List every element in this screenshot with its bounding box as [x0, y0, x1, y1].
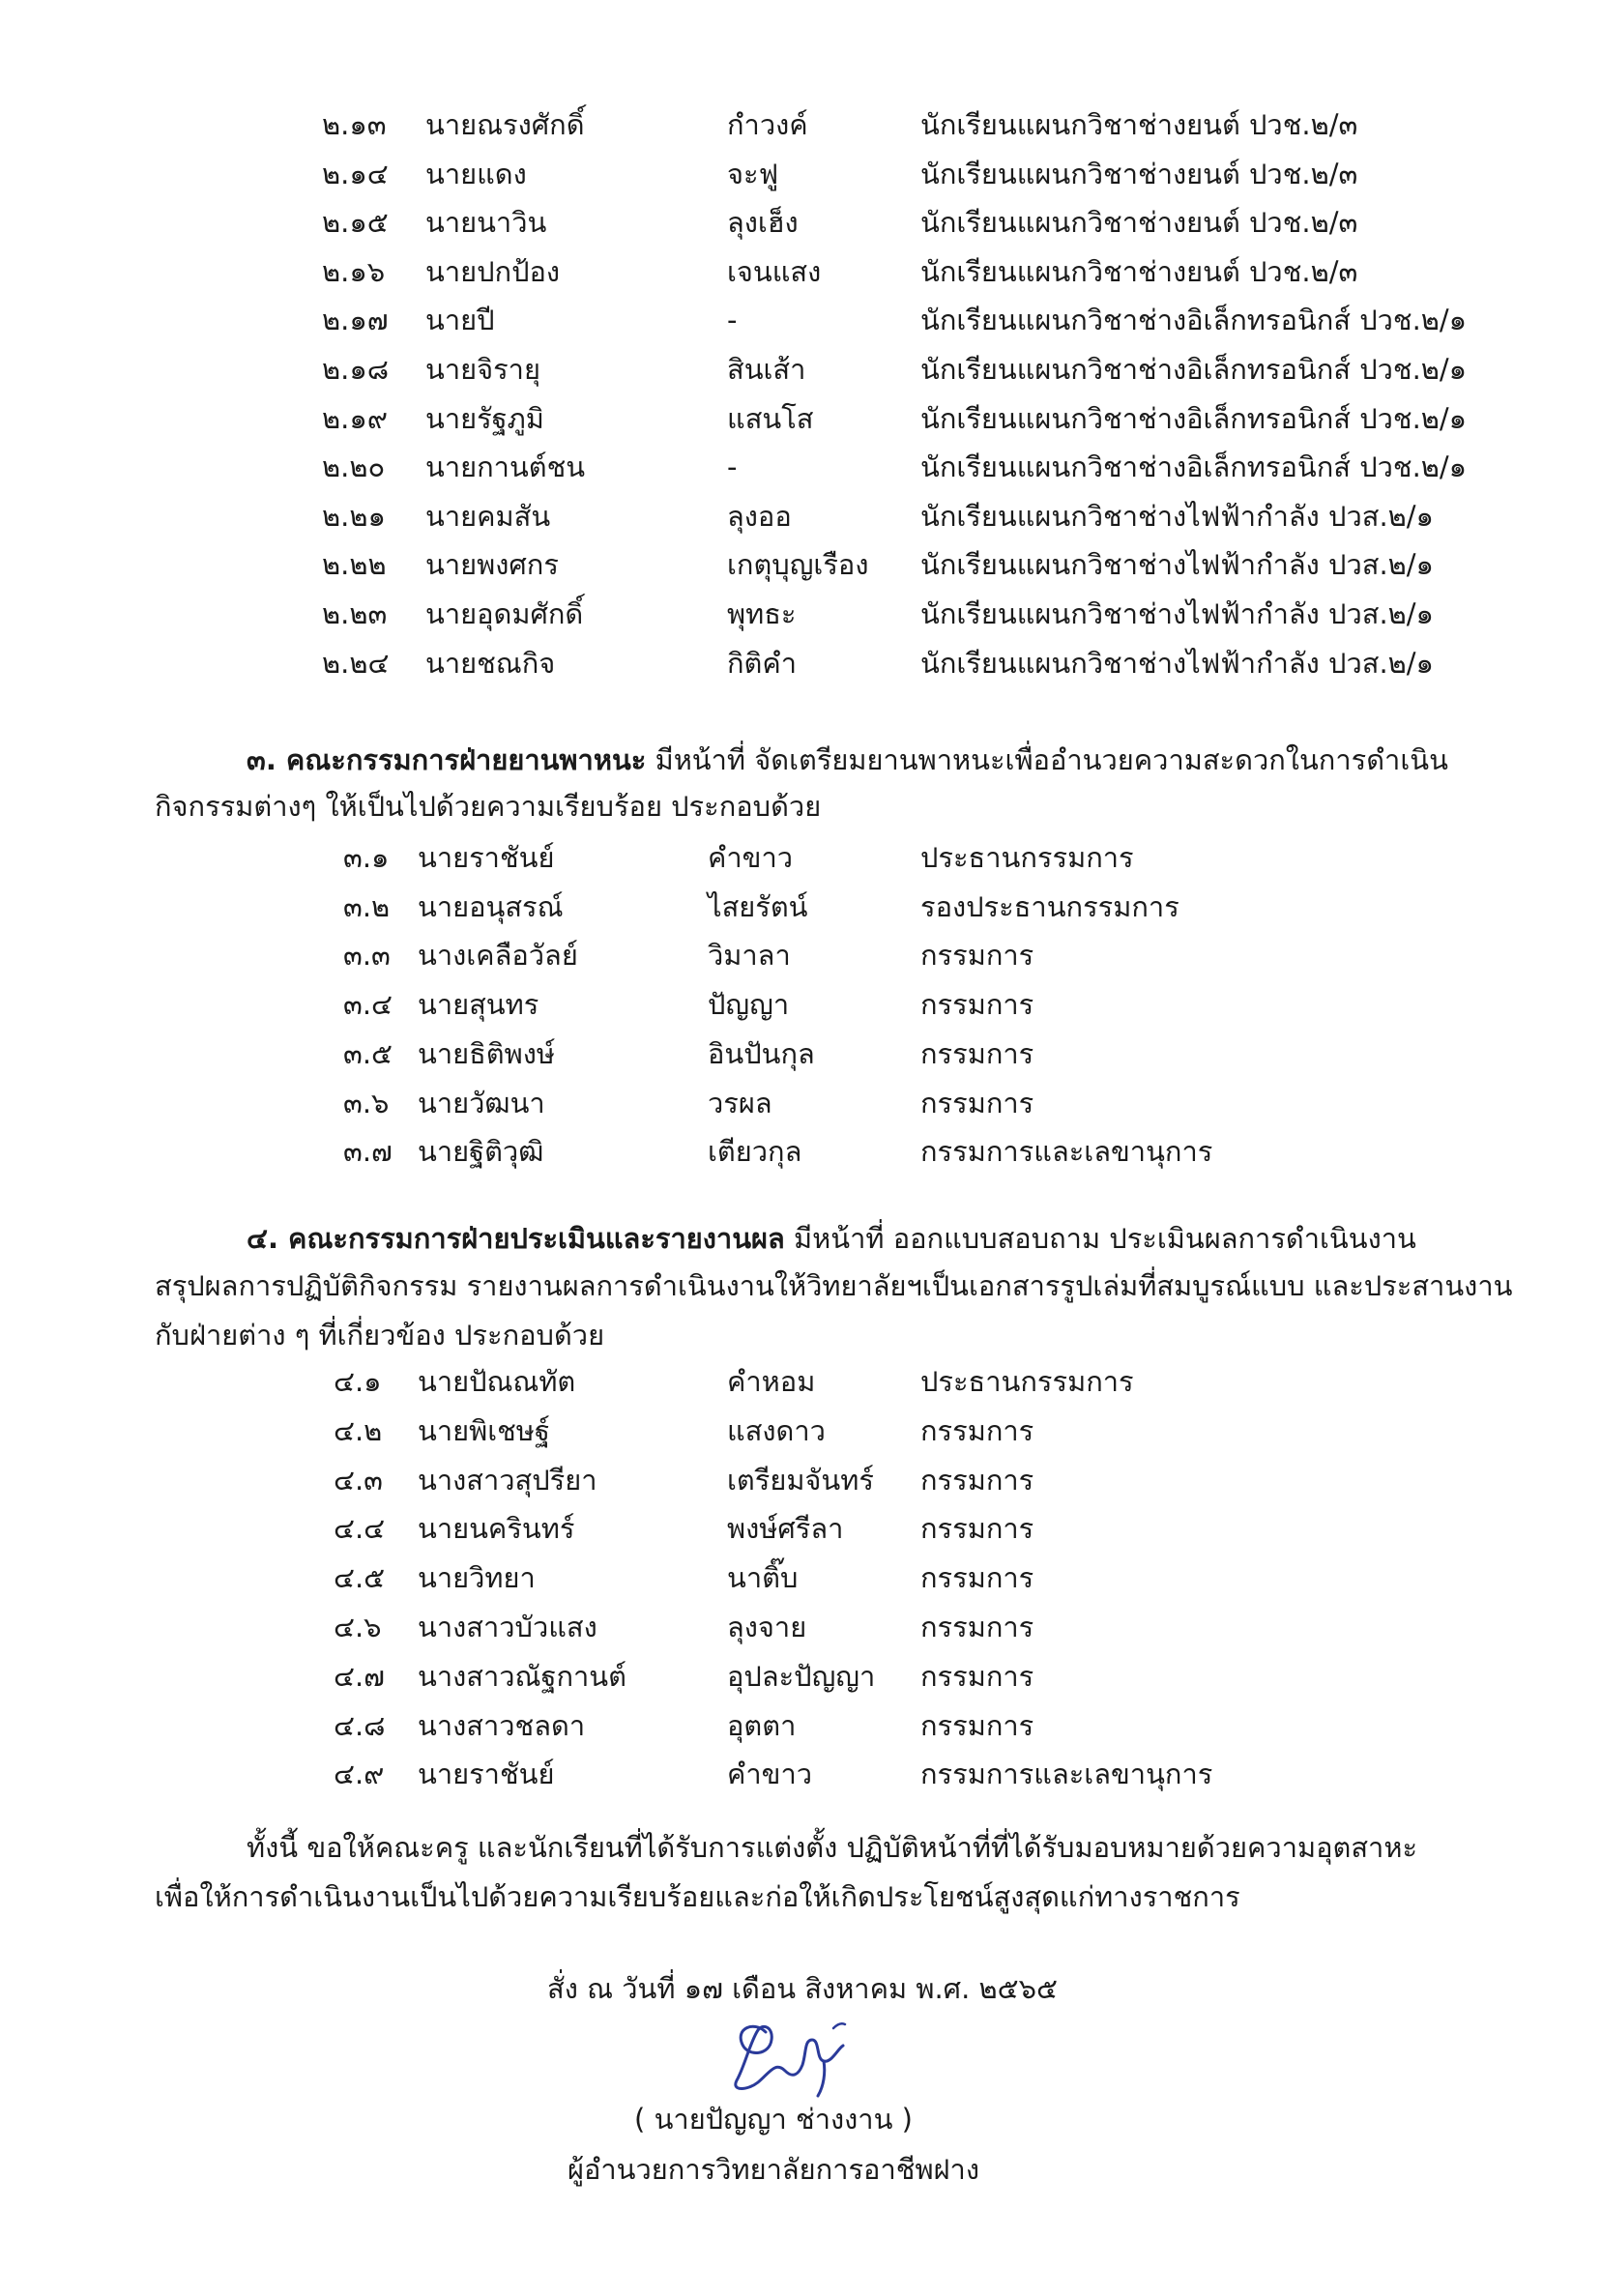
- item-name: นายอุดมศักดิ์: [425, 597, 584, 630]
- item-surname: เตรียมจันทร์: [727, 1463, 874, 1497]
- item-num: ๒.๒๐: [322, 450, 386, 484]
- list-item: [322, 103, 1450, 146]
- section-4-heading: ๔. คณะกรรมการฝ่ายประเมินและรายงานผล: [247, 1222, 785, 1255]
- list-item: [322, 153, 1450, 195]
- item-surname: พุทธะ: [727, 597, 797, 630]
- item-role: ประธานกรรมการ: [920, 841, 1134, 874]
- list-item: [322, 446, 1468, 488]
- section-3-intro-line1: มีหน้าที่ จัดเตรียมยานพาหนะเพื่ออำนวยความสะดวกในการดำเนิน: [646, 743, 1448, 776]
- item-role: นักเรียนแผนกวิชาช่างยนต์ ปวช.๒/๓: [920, 108, 1358, 141]
- item-num: ๒.๒๒: [322, 548, 387, 582]
- item-num: ๔.๘: [334, 1708, 386, 1742]
- item-surname: คำหอม: [727, 1365, 816, 1398]
- item-num: ๓.๒: [343, 889, 391, 923]
- item-surname: สินเส้า: [727, 353, 806, 386]
- item-role: รองประธานกรรมการ: [920, 889, 1179, 923]
- item-surname: ปัญญา: [708, 988, 790, 1022]
- item-role: กรรมการ: [920, 1561, 1034, 1595]
- list-item: [322, 201, 1450, 244]
- item-role: นักเรียนแผนกวิชาช่างอิเล็กทรอนิกส์ ปวช.๒/๑: [920, 353, 1468, 386]
- signatory-name: ( นายปัญญา ช่างงาน ): [634, 2103, 913, 2136]
- item-name: นายพงศกร: [425, 548, 559, 582]
- item-num: ๒.๑๔: [322, 157, 389, 190]
- item-num: ๔.๕: [334, 1561, 386, 1595]
- item-role: นักเรียนแผนกวิชาช่างอิเล็กทรอนิกส์ ปวช.๒/๑: [920, 304, 1468, 337]
- item-num: ๒.๑๘: [322, 353, 390, 386]
- list-item: [322, 397, 1468, 440]
- item-name: นายนครินทร์: [418, 1512, 575, 1546]
- item-surname: วิมาลา: [708, 939, 791, 973]
- item-name: นายกานต์ชน: [425, 450, 586, 484]
- item-name: นายราชันย์: [418, 1758, 555, 1791]
- list-item: [334, 1410, 1450, 1452]
- item-num: ๒.๑๓: [322, 108, 387, 141]
- closing-line-2: เพื่อให้การดำเนินงานเป็นไปด้วยความเรียบร้อยและก่อให้เกิดประโยชน์สูงสุดแก่ทางราชการ: [155, 1880, 1240, 1913]
- item-surname: แสงดาว: [727, 1413, 826, 1447]
- item-surname: จะฟู: [727, 157, 779, 190]
- item-num: ๒.๑๗: [322, 304, 389, 337]
- list-item: [334, 1507, 1450, 1550]
- item-role: กรรมการ: [920, 1036, 1034, 1070]
- item-surname: ลุงเฮ็ง: [727, 206, 799, 240]
- list-item: [322, 250, 1450, 293]
- item-role: กรรมการ: [920, 1086, 1034, 1119]
- item-surname: ลุงออ: [727, 499, 792, 533]
- item-role: นักเรียนแผนกวิชาช่างไฟฟ้ากำลัง ปวส.๒/๑: [920, 548, 1434, 582]
- item-role: นักเรียนแผนกวิชาช่างไฟฟ้ากำลัง ปวส.๒/๑: [920, 499, 1434, 533]
- item-name: นางสาวบัวแสง: [418, 1611, 597, 1643]
- list-item: [343, 983, 1450, 1026]
- item-name: นายอนุสรณ์: [418, 889, 564, 923]
- item-surname: พงษ์ศรีลา: [727, 1512, 844, 1546]
- item-role: กรรมการ: [920, 1708, 1034, 1742]
- section-3-heading: ๓. คณะกรรมการฝ่ายยานพาหนะ: [247, 743, 647, 776]
- list-item: [322, 593, 1450, 635]
- item-name: นายราชันย์: [418, 841, 555, 874]
- order-date: สั่ง ณ วันที่ ๑๗ เดือน สิงหาคม พ.ศ. ๒๕๖๕: [547, 1972, 1058, 2005]
- item-num: ๒.๒๓: [322, 597, 388, 630]
- item-name: นายปี: [425, 304, 495, 337]
- item-num: ๒.๑๖: [322, 254, 386, 288]
- item-name: นายปัณณทัต: [418, 1365, 576, 1398]
- list-item: [322, 299, 1468, 341]
- item-surname: วรผล: [708, 1086, 772, 1119]
- item-num: ๓.๕: [343, 1036, 393, 1070]
- item-num: ๒.๒๑: [322, 499, 386, 533]
- item-surname: อุปละปัญญา: [727, 1659, 876, 1693]
- item-num: ๓.๑: [343, 841, 390, 874]
- item-num: ๔.๙: [334, 1758, 385, 1791]
- list-item: [322, 348, 1468, 391]
- item-name: นายแดง: [425, 157, 527, 190]
- item-role: กรรมการ: [920, 1512, 1034, 1546]
- section-4-intro-line1: มีหน้าที่ ออกแบบสอบถาม ประเมินผลการดำเนินงาน: [784, 1222, 1416, 1255]
- item-role: กรรมการ: [920, 1659, 1034, 1693]
- item-name: นายชณกิจ: [425, 646, 556, 680]
- item-surname: เจนแสง: [727, 254, 822, 288]
- section-4-intro-line2: สรุปผลการปฏิบัติกิจกรรม รายงานผลการดำเนินงานให้วิทยาลัยฯเป็นเอกสารรูปเล่มที่สมบูรณ์แบบ และประสานงาน: [155, 1269, 1513, 1302]
- item-name: นางสาวชลดา: [418, 1708, 586, 1742]
- item-role: นักเรียนแผนกวิชาช่างยนต์ ปวช.๒/๓: [920, 157, 1358, 190]
- item-surname: เกตุบุญเรือง: [727, 548, 869, 582]
- item-num: ๔.๑: [334, 1365, 382, 1398]
- item-name: นายณรงศักดิ์: [425, 108, 585, 141]
- list-item: [334, 1556, 1450, 1599]
- item-role: กรรมการ: [920, 1413, 1034, 1447]
- list-item: [343, 1130, 1450, 1173]
- item-role: นักเรียนแผนกวิชาช่างไฟฟ้ากำลัง ปวส.๒/๑: [920, 597, 1434, 630]
- closing-line-1: ทั้งนี้ ขอให้คณะครู และนักเรียนที่ได้รับการแต่งตั้ง ปฏิบัติหน้าที่ที่ได้รับมอบหมายด้วยความอุตสาหะ: [247, 1831, 1418, 1864]
- item-num: ๓.๖: [343, 1086, 390, 1119]
- item-num: ๔.๔: [334, 1512, 386, 1546]
- item-role: ประธานกรรมการ: [920, 1365, 1134, 1398]
- item-role: กรรมการ: [920, 988, 1034, 1022]
- list-item: [343, 836, 1450, 879]
- list-item: [322, 642, 1450, 684]
- list-item: [334, 1459, 1450, 1501]
- list-item: [322, 543, 1450, 586]
- item-name: นายวัฒนา: [418, 1086, 545, 1119]
- item-role: กรรมการ: [920, 1611, 1034, 1643]
- item-num: ๔.๓: [334, 1463, 383, 1497]
- item-num: ๔.๖: [334, 1611, 382, 1643]
- item-name: นายสุนทร: [418, 988, 539, 1022]
- item-name: นายจิรายุ: [425, 353, 540, 386]
- list-item: [334, 1753, 1450, 1795]
- handwritten-signature: [715, 2011, 880, 2103]
- item-name: นายปกป้อง: [425, 254, 561, 288]
- item-surname: ลุงจาย: [727, 1611, 807, 1643]
- list-item: [334, 1655, 1450, 1698]
- list-item: [343, 934, 1450, 976]
- item-num: ๓.๗: [343, 1135, 393, 1169]
- item-surname: -: [727, 304, 738, 337]
- item-surname: -: [727, 450, 738, 484]
- list-item: [343, 1032, 1450, 1075]
- item-num: ๒.๑๕: [322, 206, 389, 240]
- item-name: นางสาวสุปรียา: [418, 1463, 597, 1497]
- item-surname: กำวงค์: [727, 108, 808, 141]
- item-num: ๒.๑๙: [322, 401, 388, 435]
- item-role: กรรมการ: [920, 939, 1034, 973]
- item-role: กรรมการและเลขานุการ: [920, 1135, 1213, 1169]
- item-name: นายฐิติวุฒิ: [418, 1135, 544, 1169]
- item-name: นายนาวิน: [425, 206, 547, 240]
- item-name: นายธิติพงษ์: [418, 1036, 556, 1070]
- item-surname: อินปันกุล: [708, 1036, 815, 1070]
- item-surname: อุตตา: [727, 1708, 797, 1742]
- item-num: ๓.๓: [343, 939, 391, 973]
- item-role: นักเรียนแผนกวิชาช่างยนต์ ปวช.๒/๓: [920, 206, 1358, 240]
- section-4-intro: [247, 1213, 1416, 1264]
- item-surname: เตียวกุล: [708, 1135, 802, 1169]
- item-surname: กิติคำ: [727, 646, 798, 680]
- item-role: กรรมการ: [920, 1463, 1034, 1497]
- item-name: นายคมสัน: [425, 499, 551, 533]
- item-surname: คำขาว: [708, 841, 794, 874]
- item-surname: แสนโส: [727, 401, 814, 435]
- list-item: [334, 1606, 1450, 1648]
- item-role: นักเรียนแผนกวิชาช่างไฟฟ้ากำลัง ปวส.๒/๑: [920, 646, 1434, 680]
- item-role: นักเรียนแผนกวิชาช่างอิเล็กทรอนิกส์ ปวช.๒/๑: [920, 401, 1468, 435]
- item-num: ๔.๗: [334, 1659, 385, 1693]
- item-surname: นาติ๊บ: [727, 1561, 799, 1595]
- item-num: ๓.๔: [343, 988, 393, 1022]
- list-item: [334, 1360, 1450, 1403]
- item-name: นายพิเชษฐ์: [418, 1413, 550, 1447]
- item-role: กรรมการและเลขานุการ: [920, 1758, 1213, 1791]
- section-3-intro-line2: กิจกรรมต่างๆ ให้เป็นไปด้วยความเรียบร้อย ประกอบด้วย: [155, 790, 822, 823]
- section-3-intro: [247, 735, 1448, 785]
- item-name: นางเคลือวัลย์: [418, 939, 578, 973]
- section-4-intro-line3: กับฝ่ายต่าง ๆ ที่เกี่ยวข้อง ประกอบด้วย: [155, 1319, 605, 1351]
- item-surname: คำขาว: [727, 1758, 813, 1791]
- list-item: [334, 1704, 1450, 1747]
- item-role: นักเรียนแผนกวิชาช่างอิเล็กทรอนิกส์ ปวช.๒/๑: [920, 450, 1468, 484]
- item-role: นักเรียนแผนกวิชาช่างยนต์ ปวช.๒/๓: [920, 254, 1358, 288]
- item-surname: ไสยรัตน์: [708, 889, 808, 923]
- list-item: [343, 1082, 1450, 1124]
- item-num: ๒.๒๔: [322, 646, 390, 680]
- item-num: ๔.๒: [334, 1413, 383, 1447]
- list-item: [343, 886, 1450, 928]
- list-item: [322, 495, 1450, 538]
- item-name: นายรัฐภูมิ: [425, 401, 544, 435]
- signatory-position: ผู้อำนวยการวิทยาลัยการอาชีพฝาง: [567, 2153, 979, 2186]
- item-name: นางสาวณัฐกานต์: [418, 1659, 626, 1693]
- item-name: นายวิทยา: [418, 1561, 536, 1595]
